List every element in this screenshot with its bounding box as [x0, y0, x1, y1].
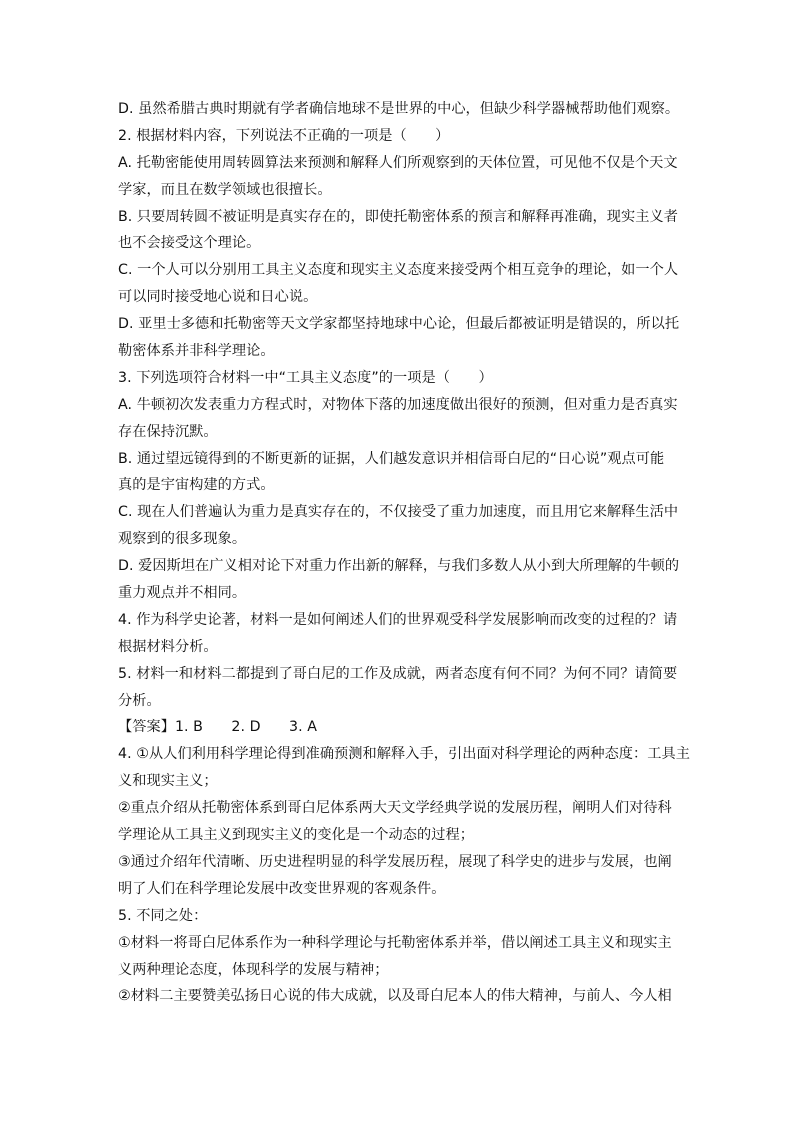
question-2-option-b: B. 只要周转圆不被证明是真实存在的，即使托勒密体系的预言和解释再准确，现实主义者	[118, 208, 678, 225]
question-4-stem: 4. 作为科学史论著，材料一是如何阐述人们的世界观受科学发展影响而改变的过程的？请	[118, 611, 678, 628]
answer-4-point-3-cont: 明了人们在科学理论发展中改变世界观的客观条件。	[118, 880, 446, 897]
question-3-option-d: D. 爱因斯坦在广义相对论下对重力作出新的解释，与我们多数人从小到大所理解的牛顿的	[118, 558, 680, 575]
question-5-stem: 5. 材料一和材料二都提到了哥白尼的工作及成就，两者态度有何不同？为何不同？请简要	[118, 665, 678, 682]
question-3-option-d-cont: 重力观点并不相同。	[118, 585, 247, 602]
answer-4-point-2-cont: 学理论从工具主义到现实主义的变化是一个动态的过程；	[118, 827, 474, 844]
question-3-option-a: A. 牛顿初次发表重力方程式时，对物体下落的加速度做出很好的预测，但对重力是否真实	[118, 396, 678, 413]
answer-4-point-1: 4. ①从人们利用科学理论得到准确预测和解释入手，引出面对科学理论的两种态度：工具主	[118, 746, 690, 763]
answer-4-point-1-cont: 义和现实主义；	[118, 773, 218, 790]
document-page	[118, 96, 690, 1010]
question-3-option-c: C. 现在人们普遍认为重力是真实存在的，不仅接受了重力加速度，而且用它来解释生活中	[118, 504, 679, 521]
question-5-stem-cont: 分析。	[118, 692, 161, 709]
question-3-option-b-cont: 真的是宇宙构建的方式。	[118, 477, 275, 494]
question-2-option-a: A. 托勒密能使用周转圆算法来预测和解释人们所观察到的天体位置，可见他不仅是个天文	[118, 154, 678, 171]
answer-4-point-2: ②重点介绍从托勒密体系到哥白尼体系两大天文学经典学说的发展历程，阐明人们对待科	[118, 800, 672, 817]
question-2-option-c: C. 一个人可以分别用工具主义态度和现实主义态度来接受两个相互竞争的理论，如一个人	[118, 262, 679, 279]
question-2-option-d: D. 亚里士多德和托勒密等天文学家都坚持地球中心论，但最后都被证明是错误的，所以托	[118, 316, 680, 333]
question-3-option-a-cont: 存在保持沉默。	[118, 423, 218, 440]
question-2-stem: 2. 根据材料内容，下列说法不正确的一项是（ ）	[118, 127, 450, 144]
question-2-option-c-cont: 可以同时接受地心说和日心说。	[118, 289, 318, 306]
question-2-option-b-cont: 也不会接受这个理论。	[118, 235, 261, 252]
answer-4-point-3: ③通过介绍年代清晰、历史进程明显的科学发展历程，展现了科学史的进步与发展，也阐	[118, 853, 672, 870]
answer-5-point-1: ①材料一将哥白尼体系作为一种科学理论与托勒密体系并举，借以阐述工具主义和现实主	[118, 934, 672, 951]
question-2-option-a-cont: 学家，而且在数学领域也很擅长。	[118, 181, 332, 198]
answer-5-point-2: ②材料二主要赞美弘扬日心说的伟大成就，以及哥白尼本人的伟大精神，与前人、今人相	[118, 988, 672, 1005]
question-2-option-d-cont: 勒密体系并非科学理论。	[118, 343, 275, 360]
question-3-option-b: B. 通过望远镜得到的不断更新的证据，人们越发意识并相信哥白尼的“日心说”观点可能	[118, 450, 665, 467]
answer-key: 【答案】1. B 2. D 3. A	[118, 719, 318, 736]
option-d-q1-line: D. 虽然希腊古典时期就有学者确信地球不是世界的中心，但缺少科学器械帮助他们观察。	[118, 101, 680, 117]
answer-5-heading: 5. 不同之处：	[118, 907, 208, 924]
question-3-stem: 3. 下列选项符合材料一中“工具主义态度”的一项是（ ）	[118, 369, 493, 386]
question-3-option-c-cont: 观察到的很多现象。	[118, 531, 247, 548]
question-4-stem-cont: 根据材料分析。	[118, 638, 218, 655]
answer-5-point-1-cont: 义两种理论态度，体现科学的发展与精神；	[118, 961, 389, 978]
